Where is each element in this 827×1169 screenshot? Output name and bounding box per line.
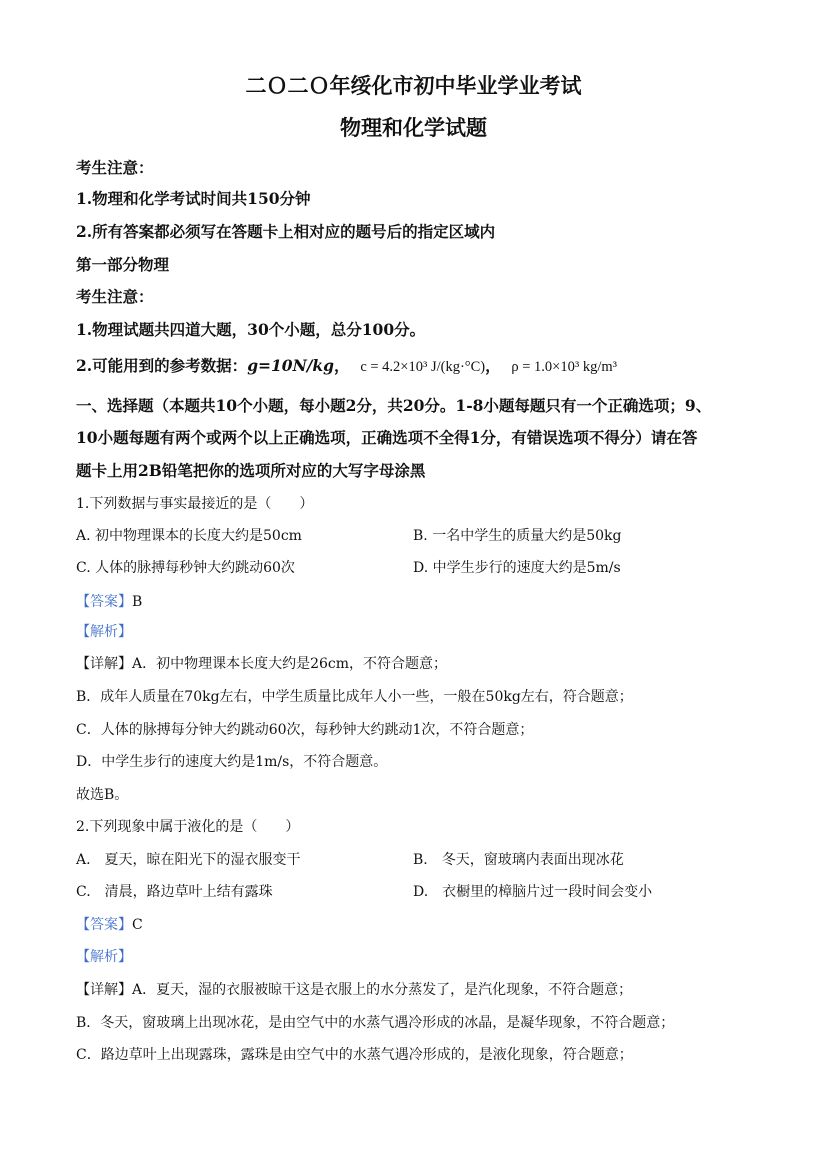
part-heading-line: 一、选择题（本题共10个小题，每小题2分，共20分。1-8小题每题只有一个正确选项；9、 xyxy=(76,396,712,415)
specific-heat-formula xyxy=(360,359,485,375)
answer-value: C xyxy=(132,917,143,933)
section-label: 第一部分物理 xyxy=(76,255,170,274)
gravity-value: g=10N/kg xyxy=(247,356,334,375)
density-formula xyxy=(511,359,617,375)
detail-line: C．人体的脉搏每分钟大约跳动60次，每秒钟大约跳动1次，不符合题意； xyxy=(76,722,534,738)
option-b: B. 冬天，窗玻璃内表面出现冰花 xyxy=(413,852,624,868)
density-text: ρ = 1.0×10³ kg/m³ xyxy=(511,359,617,375)
exam-subtitle: 物理和化学试题 xyxy=(340,115,487,140)
detail-line: C．路边草叶上出现露珠，露珠是由空气中的水蒸气遇冷形成的，是液化现象，符合题意； xyxy=(76,1047,633,1063)
analysis-tag: 【解析】 xyxy=(76,624,132,640)
separator: ， xyxy=(485,356,501,375)
detail-tag: 【详解】 xyxy=(76,656,132,672)
answer-tag: 【答案】 xyxy=(76,917,132,933)
reference-data-label: 2.可能用到的参考数据： xyxy=(76,356,248,375)
reference-data-line xyxy=(76,356,617,377)
answer-line xyxy=(76,592,142,612)
option-a: A. 初中物理课本的长度大约是50cm xyxy=(76,528,302,544)
notice-item: 1.物理试题共四道大题，30个小题，总分100分。 xyxy=(76,320,426,339)
analysis-tag: 【解析】 xyxy=(76,949,132,965)
specific-heat-text: c = 4.2×10³ J/(kg·°C) xyxy=(360,359,486,375)
notice-heading: 考生注意： xyxy=(76,158,154,177)
detail-text: A．夏天，湿的衣服被晾干这是衣服上的水分蒸发了，是汽化现象，不符合题意； xyxy=(132,982,633,998)
answer-tag: 【答案】 xyxy=(76,594,132,610)
exam-title: 二Ｏ二Ｏ年绥化市初中毕业学业考试 xyxy=(245,73,582,98)
option-b: B. 一名中学生的质量大约是50kg xyxy=(413,528,622,544)
question-stem: 1.下列数据与事实最接近的是（ ） xyxy=(76,496,314,512)
detail-line xyxy=(76,980,632,1000)
option-c: C. 清晨，路边草叶上结有露珠 xyxy=(76,884,273,900)
option-c: C. 人体的脉搏每秒钟大约跳动60次 xyxy=(76,560,295,576)
separator: ， xyxy=(334,356,350,375)
part-heading-line: 题卡上用2B铅笔把你的选项所对应的大写字母涂黑 xyxy=(76,461,426,480)
detail-line: D．中学生步行的速度大约是1m/s，不符合题意。 xyxy=(76,754,388,770)
conclusion-line: 故选B。 xyxy=(76,787,129,803)
notice-item: 2.所有答案都必须写在答题卡上相对应的题号后的指定区域内 xyxy=(76,222,496,241)
notice-heading: 考生注意： xyxy=(76,287,154,306)
detail-line xyxy=(76,654,447,674)
detail-line: B．冬天，窗玻璃上出现冰花，是由空气中的水蒸气遇冷形成的冰晶，是凝华现象，不符合题意； xyxy=(76,1015,675,1031)
option-d: D. 衣橱里的樟脑片过一段时间会变小 xyxy=(413,884,653,900)
detail-tag: 【详解】 xyxy=(76,982,132,998)
answer-line xyxy=(76,915,143,935)
option-d: D. 中学生步行的速度大约是5m/s xyxy=(413,560,621,576)
detail-text: A．初中物理课本长度大约是26cm，不符合题意； xyxy=(132,656,448,672)
part-heading-line: 10小题每题有两个或两个以上正确选项，正确选项不全得1分，有错误选项不得分）请在答 xyxy=(76,428,698,447)
detail-line: B．成年人质量在70kg左右，中学生质量比成年人小一些，一般在50kg左右，符合题意； xyxy=(76,689,633,705)
answer-value: B xyxy=(132,594,143,610)
option-a: A. 夏天，晾在阳光下的湿衣服变干 xyxy=(76,852,301,868)
question-stem: 2.下列现象中属于液化的是（ ） xyxy=(76,819,300,835)
notice-item: 1.物理和化学考试时间共150分钟 xyxy=(76,189,311,208)
